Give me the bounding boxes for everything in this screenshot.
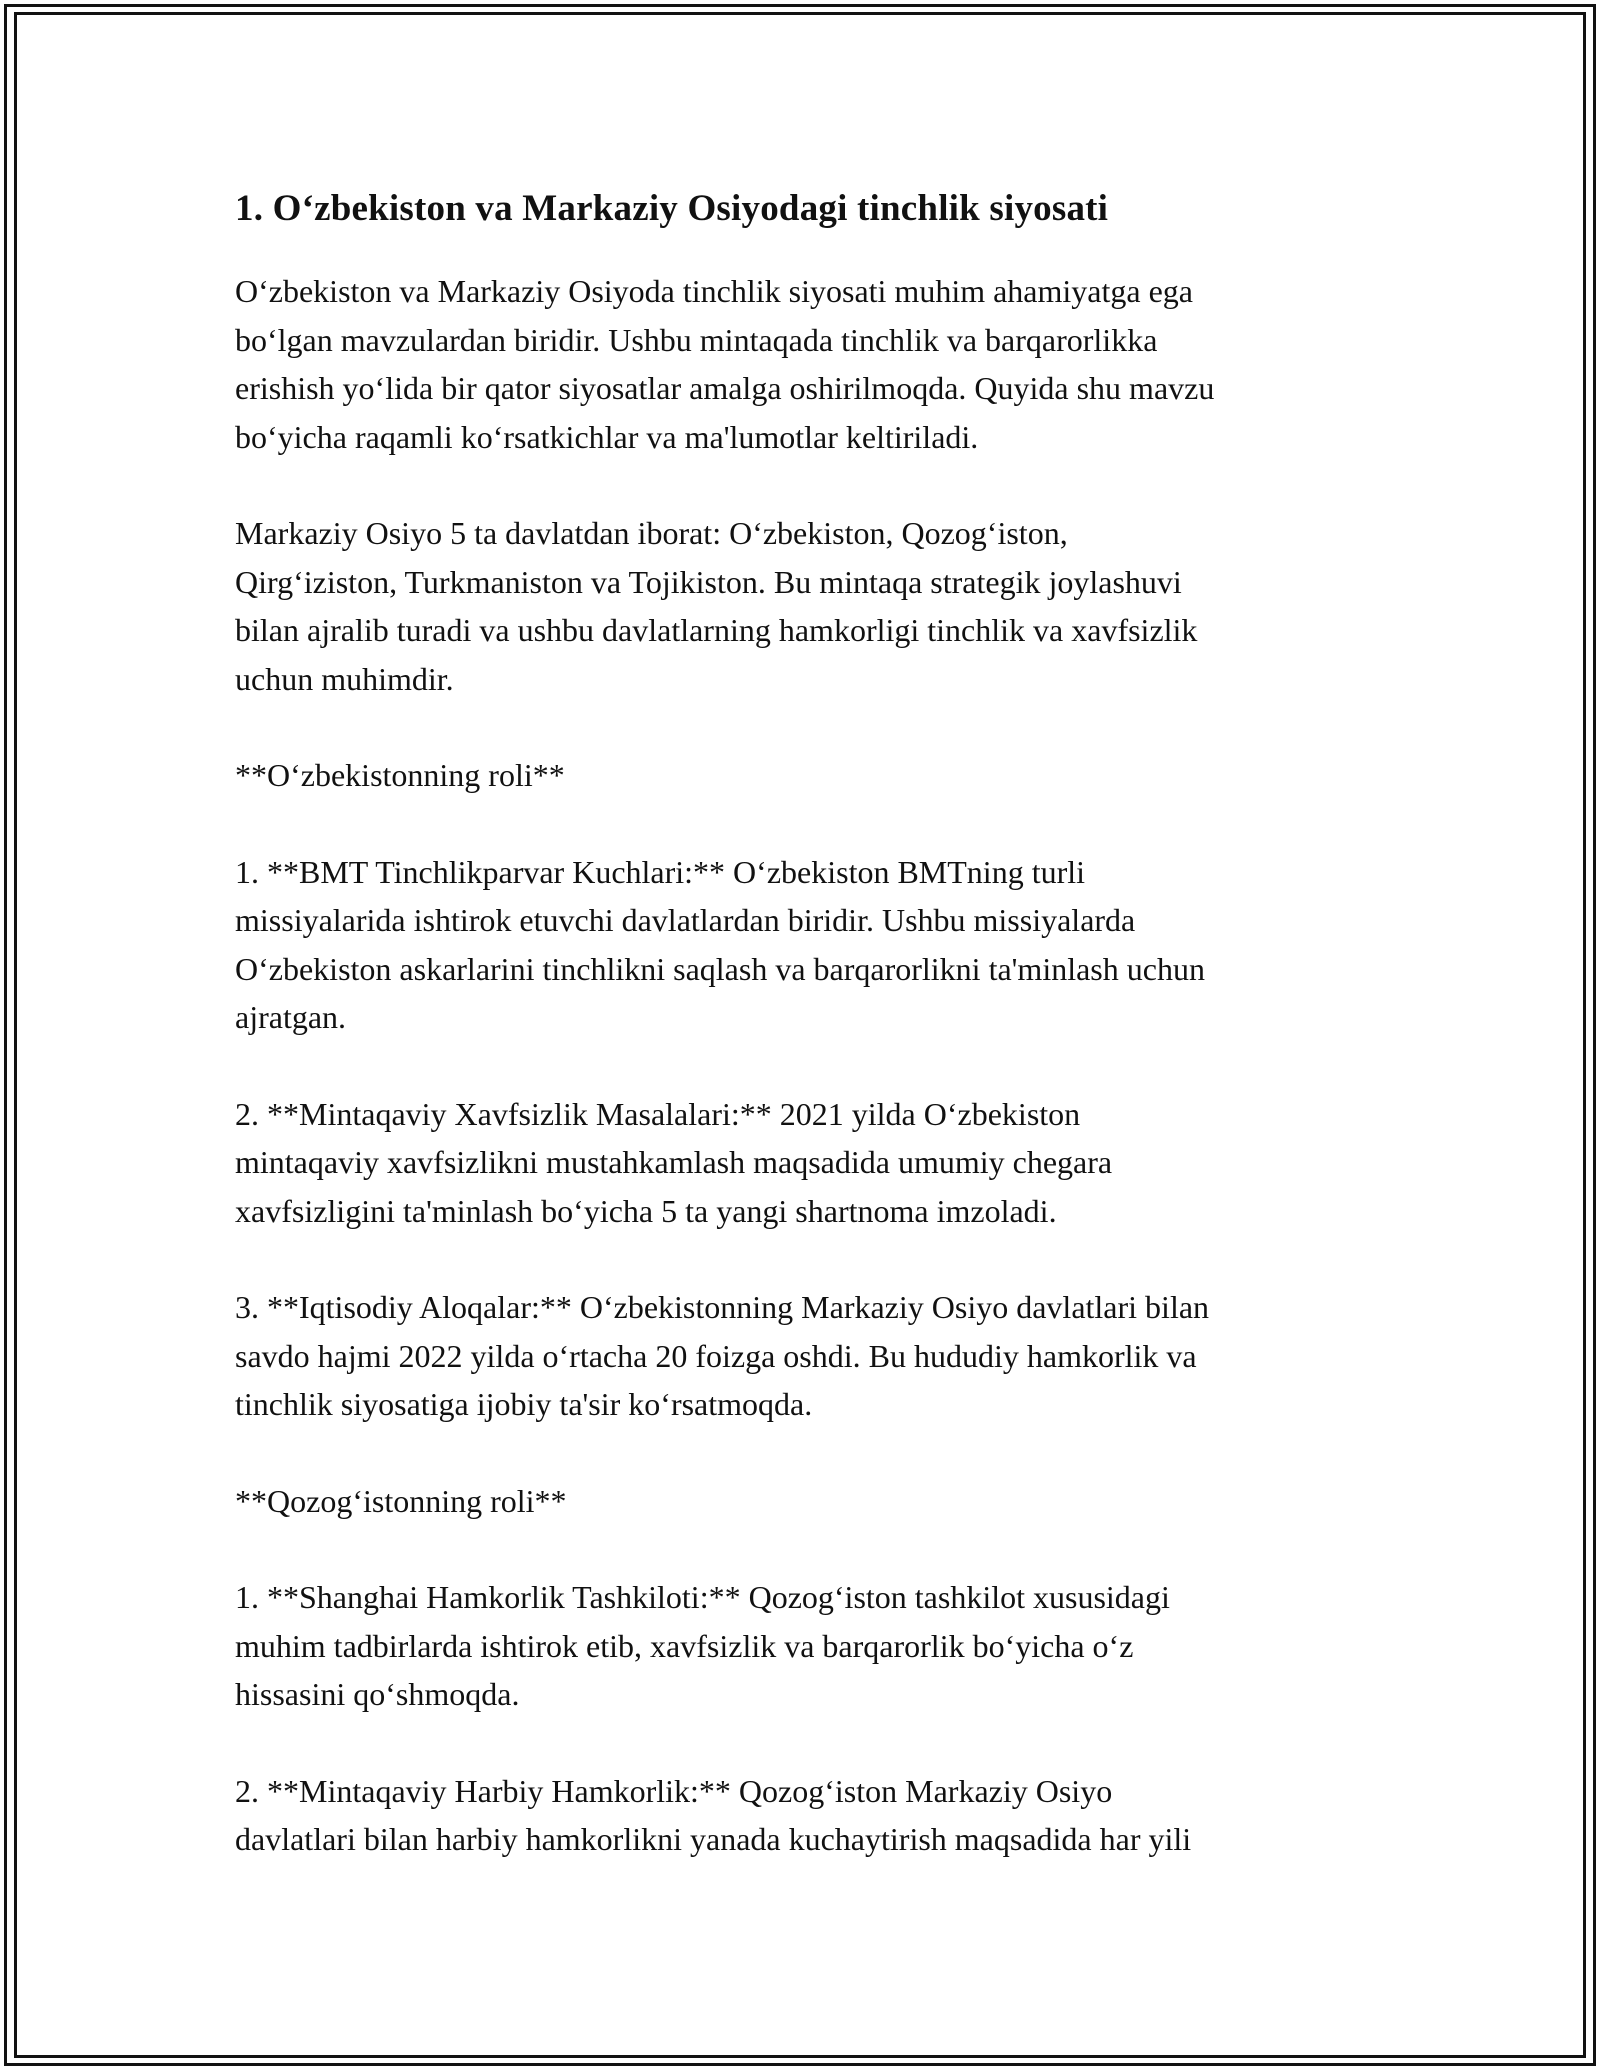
list-item: 3. **Iqtisodiy Aloqalar:** O‘zbekistonning Markaziy Osiyo davlatlari bilan savdo hajmi 2022 yilda o‘rtacha 20 foizga oshdi. Bu hududiy hamkorlik va tinchlik siyosatiga ijobiy ta'sir ko‘rsatmoqda. — [235, 1289, 1210, 1422]
document-title: 1. O‘zbekiston va Markaziy Osiyodagi tinchlik siyosati — [235, 188, 1109, 229]
section-heading-uzbekistan: **O‘zbekistonning roli** — [235, 757, 565, 793]
list-item: 2. **Mintaqaviy Harbiy Hamkorlik:** Qozog‘iston Markaziy Osiyo davlatlari bilan harbiy hamkorlikni yanada kuchaytirish maqsadida har yili — [235, 1772, 1192, 1857]
list-item: 1. **BMT Tinchlikparvar Kuchlari:** O‘zbekiston BMTning turli missiyalarida ishtirok etuvchi davlatlardan biridir. Ushbu missiyalarda O‘zbekiston askarlarini tinchlikni saqlash va barqarorlikni ta'minlash uchun ajratgan. — [235, 853, 1205, 1035]
list-item: 2. **Mintaqaviy Xavfsizlik Masalalari:** 2021 yilda O‘zbekiston mintaqaviy xavfsizlikni mustahkamlash maqsadida umumiy chegara xavfsizligini ta'minlash bo‘yicha 5 ta yangi shartnoma imzoladi. — [235, 1095, 1113, 1229]
intro-paragraph: O‘zbekiston va Markaziy Osiyoda tinchlik siyosati muhim ahamiyatga ega bo‘lgan mavzulardan biridir. Ushbu mintaqada tinchlik va barqarorlikka erishish yo‘lida bir qator siyosatlar amalga oshirilmoqda. Quyida shu mavzu bo‘yicha raqamli ko‘rsatkichlar va ma'lumotlar keltiriladi. — [235, 273, 1215, 455]
section-heading-kazakhstan: **Qozog‘istonning roli** — [235, 1482, 567, 1519]
document-body — [235, 185, 1365, 1912]
region-paragraph: Markaziy Osiyo 5 ta davlatdan iborat: O‘zbekiston, Qozog‘iston, Qirg‘iziston, Turkmaniston va Tojikiston. Bu mintaqa strategik joylashuvi bilan ajralib turadi va ushbu davlatlarning hamkorligi tinchlik va xavfsizlik uchun muhimdir. — [235, 515, 1198, 697]
list-item: 1. **Shanghai Hamkorlik Tashkiloti:** Qozog‘iston tashkilot xususidagi muhim tadbirlarda ishtirok etib, xavfsizlik va barqarorlik bo‘yicha o‘z hissasini qo‘shmoqda. — [235, 1579, 1170, 1712]
